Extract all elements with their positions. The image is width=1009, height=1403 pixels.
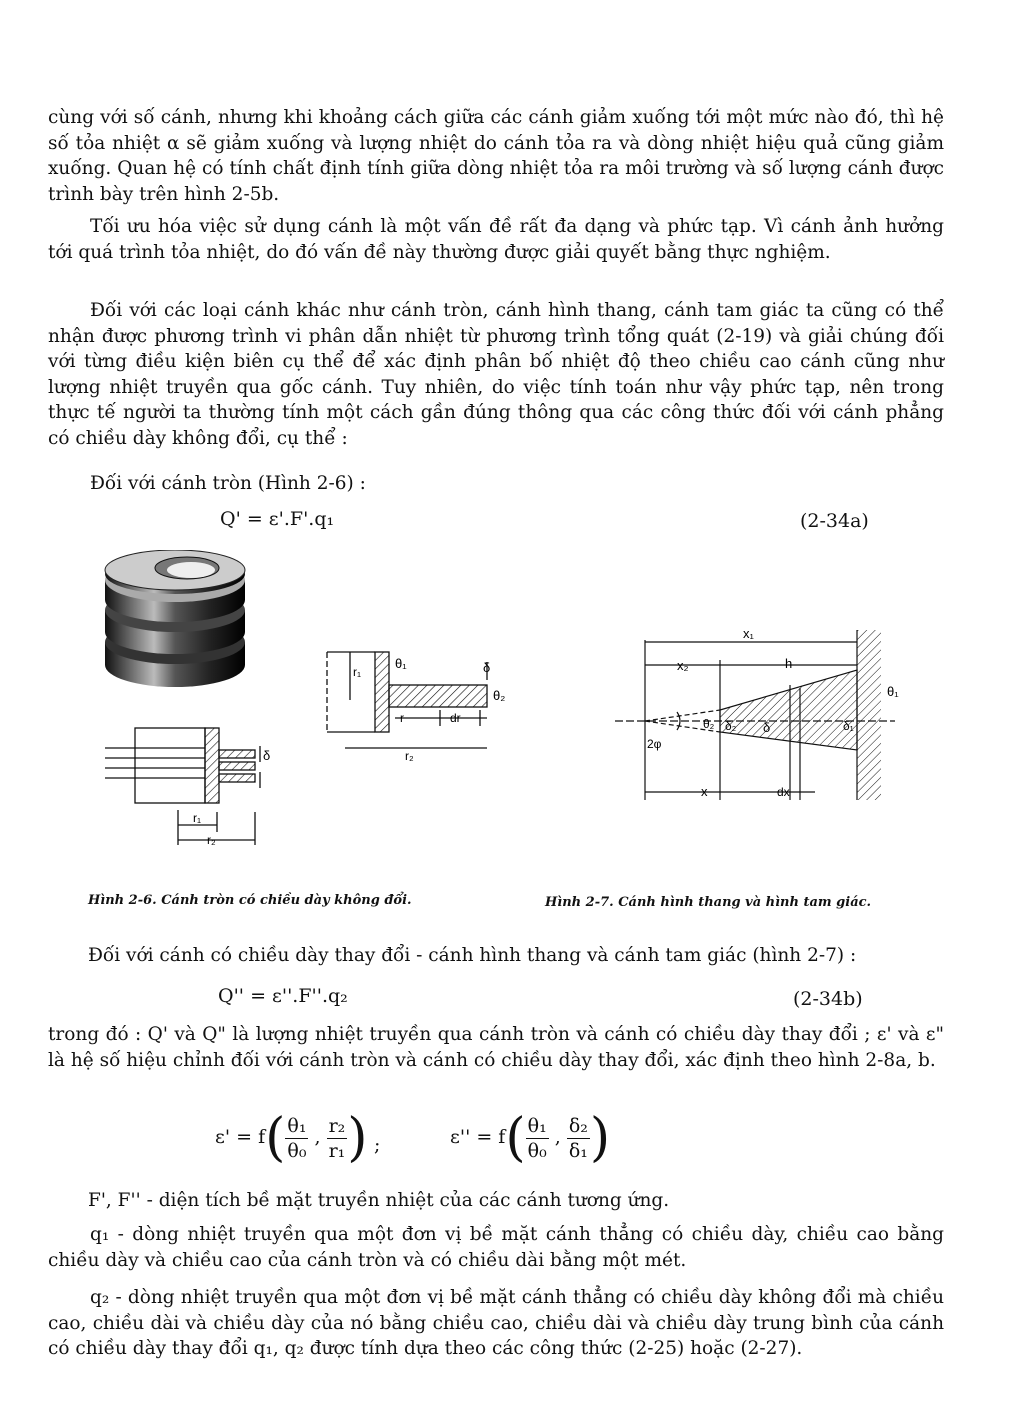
fig27-x1-label: x₁ [743, 626, 754, 641]
fig27-x-label: x [701, 784, 708, 799]
fig27-theta2-label: θ₂ [703, 717, 715, 731]
paragraph-4: Đối với cánh tròn (Hình 2-6) : [90, 473, 366, 494]
formula-separator: ; [374, 1134, 381, 1156]
paragraph-5: Đối với cánh có chiều dày thay đổi - cánh hình thang và cánh tam giác (hình 2-7) : [88, 945, 857, 966]
trapezoid-fin-drawing [615, 630, 895, 800]
eps1-num2: r₂ [328, 1114, 346, 1137]
eps2-den1: θ₀ [527, 1139, 547, 1162]
paragraph-9: q₂ - dòng nhiệt truyền qua một đơn vị bề mặt cánh thẳng có chiều dày không đổi mà chiều cao, chiều dài và chiều dày của nó bằng chiều cao, chiều dài và chiều dày trung bình của cánh có chiều dày thay đổi q₁, q₂ được tính dựa theo các công thức (2-25) hoặc (2-27). [48, 1287, 944, 1359]
finned-tube-section-drawing [105, 728, 260, 845]
fig27-delta1-label: δ₁ [843, 719, 854, 733]
equation-number-2-34a: (2-34a) [800, 510, 869, 532]
fig27-delta2-label: δ₂ [725, 719, 737, 733]
eps2-num2: δ₂ [568, 1114, 588, 1137]
finned-tube-3d-drawing [105, 550, 245, 687]
fig27-x2-label: x₂ [677, 658, 689, 673]
fig26-theta2-label: θ₂ [493, 688, 506, 703]
paragraph-7: F', F'' - diện tích bề mặt truyền nhiệt của các cánh tương ứng. [88, 1190, 670, 1211]
fig27-2phi-label: 2φ [647, 737, 662, 751]
equation-2-34b: Q'' = ε''.F''.q₂ [218, 985, 348, 1007]
fig27-delta-label: δ [763, 720, 771, 735]
figure-2-7-caption: Hình 2-7. Cánh hình thang và hình tam giác. [545, 895, 872, 910]
epsilon-double-prime-formula: ε'' = f( $\frac{\text{θ₁}}{\text{θ₀}}$ , $\frac{\text{δ₂}}{\text{δ₁}}$ ) [450, 1108, 611, 1168]
equation-number-2-34b: (2-34b) [793, 988, 863, 1010]
epsilon-double-prime-lhs: ε'' = f [450, 1126, 506, 1148]
figure-2-7 [605, 620, 905, 810]
fig26-r2-label-b: r₂ [207, 833, 216, 847]
figure-2-6-caption: Hình 2-6. Cánh tròn có chiều dày không đổi. [88, 893, 412, 908]
fig26-dr-label: dr [450, 711, 461, 725]
fig27-dx-label: dx [777, 785, 790, 799]
paragraph-1: cùng với số cánh, nhưng khi khoảng cách giữa các cánh giảm xuống tới một mức nào đó, thì hệ số tỏa nhiệt α sẽ giảm xuống và lượng nhiệt do cánh tỏa ra và dòng nhiệt hiệu quả cũng giảm xuống. Quan hệ có tính chất định tính giữa dòng nhiệt tỏa ra môi trường và số lượng cánh được trình bày trên hình 2-5b. [48, 107, 944, 205]
eps1-num1: θ₁ [287, 1114, 307, 1137]
fig27-h-label: h [785, 656, 793, 671]
fig27-theta1-label: θ₁ [887, 684, 899, 699]
eps1-den2: r₁ [328, 1139, 346, 1162]
fig26-r1-label: r₁ [353, 665, 362, 679]
fin-profile-drawing [327, 652, 487, 748]
paragraph-8: q₁ - dòng nhiệt truyền qua một đơn vị bề mặt cánh thẳng có chiều dày, chiều cao bằng chiều dày và chiều cao của cánh tròn và có chiều dài bằng một mét. [48, 1224, 944, 1271]
eps1-den1: θ₀ [287, 1139, 307, 1162]
epsilon-prime-lhs: ε' = f [215, 1126, 266, 1148]
figure-2-6 [95, 550, 515, 850]
fig26-r-label: r [400, 711, 404, 725]
eps2-num1: θ₁ [527, 1114, 547, 1137]
epsilon-prime-formula: ε' = f( $\frac{\text{θ₁}}{\text{θ₀}}$ , $\frac{\text{r₂}}{\text{r₁}}$ ) [215, 1108, 368, 1168]
paragraph-6: trong đó : Q' và Q" là lượng nhiệt truyền qua cánh tròn và cánh có chiều dày thay đổi ; ε' và ε" là hệ số hiệu chỉnh đối với cánh tròn và cánh có chiều dày thay đổi, xác định theo hình 2-8a, b. [48, 1024, 944, 1071]
fig26-delta-label: δ [483, 660, 491, 675]
fig26-delta-label-b: δ [263, 748, 271, 763]
fig26-theta1-label: θ₁ [395, 656, 407, 671]
paragraph-2: Tối ưu hóa việc sử dụng cánh là một vấn đề rất đa dạng và phức tạp. Vì cánh ảnh hưởng tới quá trình tỏa nhiệt, do đó vấn đề này thường được giải quyết bằng thực nghiệm. [48, 216, 944, 263]
eps2-den2: δ₁ [568, 1139, 588, 1162]
paragraph-3: Đối với các loại cánh khác như cánh tròn, cánh hình thang, cánh tam giác ta cũng có thể nhận được phương trình vi phân dẫn nhiệt từ phương trình tổng quát (2-19) và giải chúng đối với từng điều kiện biên cụ thể để xác định phân bố nhiệt độ theo chiều cao cánh cũng như lượng nhiệt truyền qua gốc cánh. Tuy nhiên, do việc tính toán như vậy phức tạp, nên trong thực tế người ta thường tính một cách gần đúng thông qua các công thức đối với cánh phẳng có chiều dày không đổi, cụ thể : [48, 300, 944, 449]
fig26-r1-label-b: r₁ [193, 811, 202, 825]
fig26-r2-label: r₂ [405, 749, 414, 763]
equation-2-34a: Q' = ε'.F'.q₁ [220, 508, 335, 530]
